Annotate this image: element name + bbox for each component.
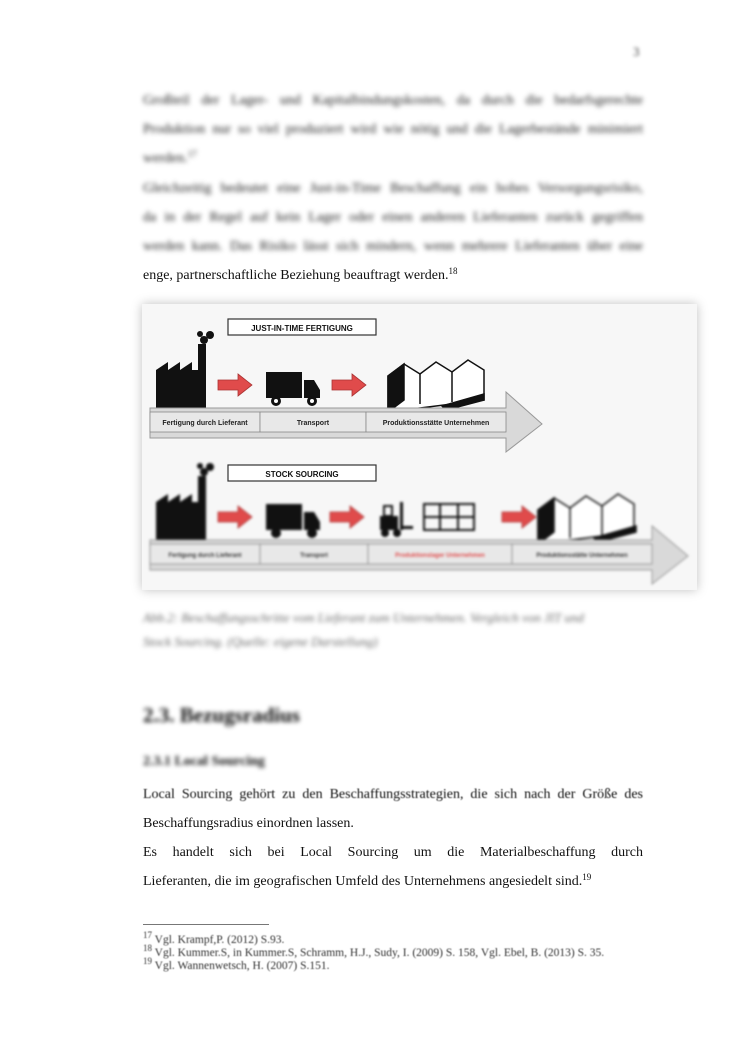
paragraph-2 [143,174,643,290]
forklift-icon [380,502,413,537]
arrow-right-icon [502,506,536,528]
truck-icon [266,504,320,538]
footnotes [143,930,643,973]
figure-diagram [142,304,697,590]
caption-line: Stock Sourcing. (Quelle: eigene Darstellung) [143,634,378,649]
footnote-divider [143,924,269,925]
stock-step-label: Produktionsstätte Unternehmen [536,553,628,559]
jit-step-label: Produktionsstätte Unternehmen [382,420,490,427]
figure-procurement-steps [142,304,697,590]
text-line: Local Sourcing gehört zu den Beschaffungsstrategien, die sich nach der Größe des [143,787,643,802]
jit-step-label: Fertigung durch Lieferant [162,420,248,427]
caption-line: Abb.2: Beschaffungsschritte vom Lieferant zum Unternehmen. Vergleich von JIT und [143,610,584,625]
stock-step-label: Fertigung durch Lieferant [168,553,242,559]
text-line: enge, partnerschaftliche Beziehung beauftragt werden.$^{18}$ [143,266,458,283]
stock-title: STOCK SOURCING [265,470,339,479]
footnote: $^{18}$ Vgl. Kummer.S, in Kummer.S, Schramm, H.J., Sudy, I. (2009) S. 158, Vgl. Ebel, B. (2013) S. 35. [143,943,605,959]
text-line: werden kann. Das Risiko lässt sich mindern, wenn mehrere Lieferanten über eine [143,239,643,254]
stock-step-label: Transport [300,553,328,559]
paragraph-1 [143,86,643,173]
factory-icon [156,331,214,408]
jit-step-label: Transport [296,420,330,427]
paragraph-local-sourcing [143,780,643,896]
footnote-ref: 18 [448,266,458,276]
jit-title: JUST-IN-TIME FERTIGUNG [251,324,353,333]
arrow-right-icon [332,374,366,396]
warehouse-icon [388,360,484,412]
factory-icon [156,463,214,540]
text-line: werden.$^{17}$ [143,149,197,166]
footnote: $^{19}$ Vgl. Wannenwetsch, H. (2007) S.151. [143,956,330,972]
figure-caption [143,606,663,654]
truck-icon [266,372,320,406]
section-heading: 2.3. Bezugsradius [143,703,300,727]
arrow-right-icon [218,374,252,396]
footnote: $^{17}$ Vgl. Krampf,P. (2012) S.93. [143,930,285,946]
footnote-ref: 19 [582,872,592,882]
stock-step-label: Produktionslager Unternehmen [395,553,485,559]
text-line: Großteil der Lager- und Kapitalbindungskosten, da durch die bedarfsgerechte [143,93,643,108]
shelf-icon [424,504,474,530]
page-number: 3 [633,44,640,59]
text-line: Es handelt sich bei Local Sourcing um die Materialbeschaffung durch [143,845,643,860]
text-line: da in der Regel auf kein Lager oder einen anderen Lieferanten zurück gegriffen [143,210,643,225]
text-line: Lieferanten, die im geografischen Umfeld des Unternehmens angesiedelt sind.$^{19}$ [143,872,592,889]
text-line: Produktion nur so viel produziert wird wie nötig und die Lagerbestände minimiert [143,122,643,137]
text-line: Gleichzeitig bedeutet eine Just-in-Time Beschaffung ein hohes Versorgungsrisiko, [143,181,643,196]
text-line: Beschaffungsradius einordnen lassen. [143,816,354,831]
subsection-heading: 2.3.1 Local Sourcing [143,754,265,769]
arrow-right-icon [218,506,252,528]
arrow-right-icon [330,506,364,528]
footnote-ref: 17 [187,149,197,159]
warehouse-icon [538,494,636,544]
